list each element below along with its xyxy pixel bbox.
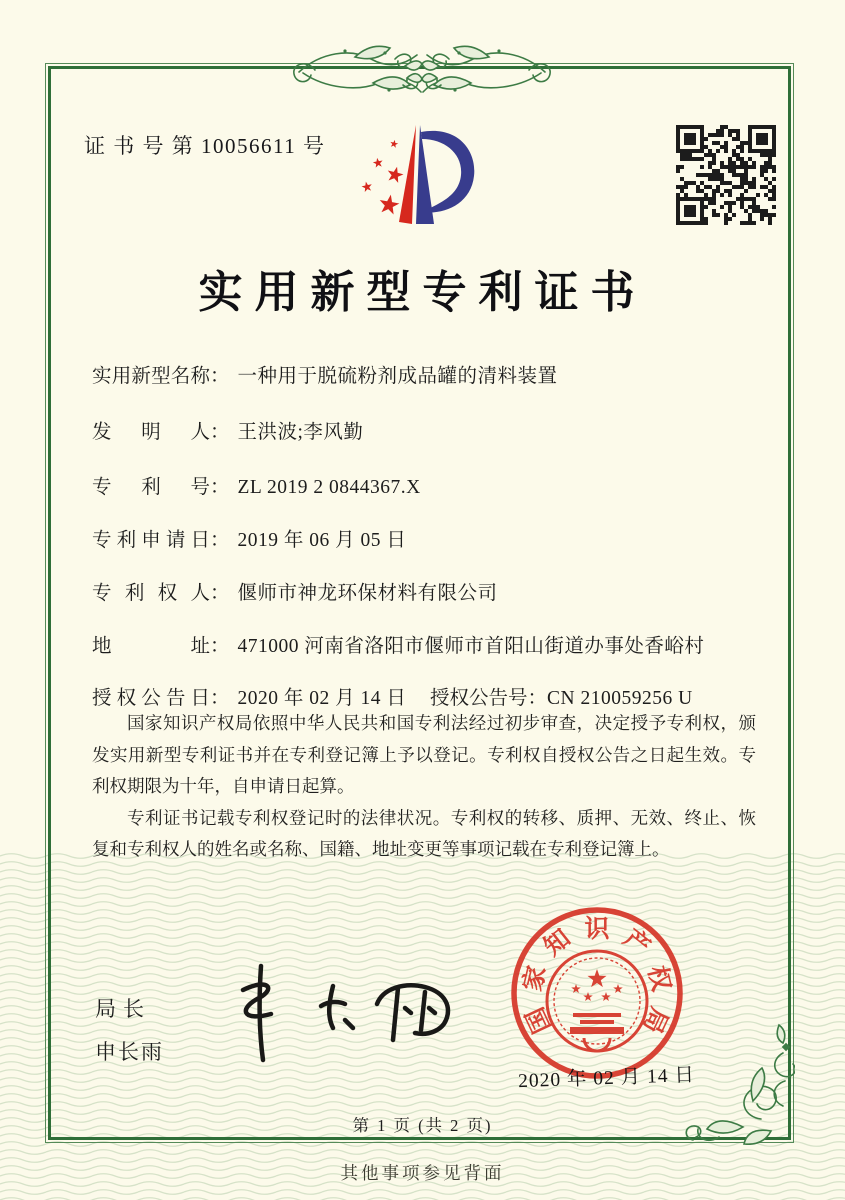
qr-code: [676, 125, 776, 225]
field-label: 地址: [92, 636, 210, 657]
director-title: 局长: [95, 997, 151, 1021]
field-value: 2020 年 02 月 14 日: [237, 688, 407, 709]
field-label: 专利申请日: [92, 530, 210, 551]
back-note: 其他事项参见背面: [340, 1163, 505, 1183]
seal-date: 2020 年 02 月 14 日: [517, 1064, 696, 1093]
field-label: 实用新型名称: [92, 366, 210, 387]
grant-publication-number: 授权公告号：CN 210059256 U: [430, 688, 693, 709]
legal-text: [92, 708, 756, 866]
field-row-filing-date: 专利申请日： 2019 年 06 月 05 日: [92, 524, 406, 552]
certificate-number: 证 书 号 第 10056611 号: [84, 134, 326, 158]
field-value: 一种用于脱硫粉剂成品罐的清料装置: [237, 366, 558, 387]
page-indicator: 第 1 页 (共 2 页): [352, 1116, 493, 1135]
field-label: 专利号: [92, 477, 210, 498]
field-row-grant-date: 授权公告日： 2020 年 02 月 14 日 授权公告号：CN 210059256 U: [92, 682, 406, 710]
cnipa-official-seal: 国 家 知 识 产 权 局: [509, 905, 685, 1081]
legal-paragraph: 国家知识产权局依照中华人民共和国专利法经过初步审查，决定授予专利权，颁发实用新型专利证书并在专利登记簿上予以登记。专利权自授权公告之日起生效。专利权期限为十年，自申请日起算。: [92, 713, 756, 796]
director-name: 申长雨: [95, 1040, 164, 1064]
field-value: ZL 2019 2 0844367.X: [237, 477, 421, 498]
top-flourish-ornament: [255, 36, 589, 108]
field-value: 471000 河南省洛阳市偃师市首阳山街道办事处香峪村: [237, 636, 705, 657]
field-row-inventor: 发明人： 王洪波;李风勤: [92, 416, 363, 444]
field-row-utility-name: 实用新型名称： 一种用于脱硫粉剂成品罐的清料装置: [92, 360, 558, 388]
field-label: 发明人: [92, 422, 210, 443]
field-row-patent-number: 专利号： ZL 2019 2 0844367.X: [92, 471, 421, 499]
field-label: 专利权人: [92, 583, 210, 604]
field-value: 偃师市神龙环保材料有限公司: [237, 583, 498, 604]
field-value: 王洪波;李风勤: [237, 422, 364, 443]
field-row-patentee: 专利权人： 偃师市神龙环保材料有限公司: [92, 577, 498, 605]
certificate-title: 实用新型专利证书: [198, 268, 647, 317]
field-row-address: 地址： 471000 河南省洛阳市偃师市首阳山街道办事处香峪村: [92, 630, 704, 658]
legal-paragraph: 专利证书记载专利权登记时的法律状况。专利权的转移、质押、无效、终止、恢复和专利权人的姓名或名称、国籍、地址变更等事项记载在专利登记簿上。: [92, 807, 756, 859]
cnipa-logo-icon: [338, 112, 520, 244]
director-signature: [215, 956, 470, 1071]
field-label: 授权公告日: [92, 688, 210, 709]
field-value: 2019 年 06 月 05 日: [237, 530, 407, 551]
